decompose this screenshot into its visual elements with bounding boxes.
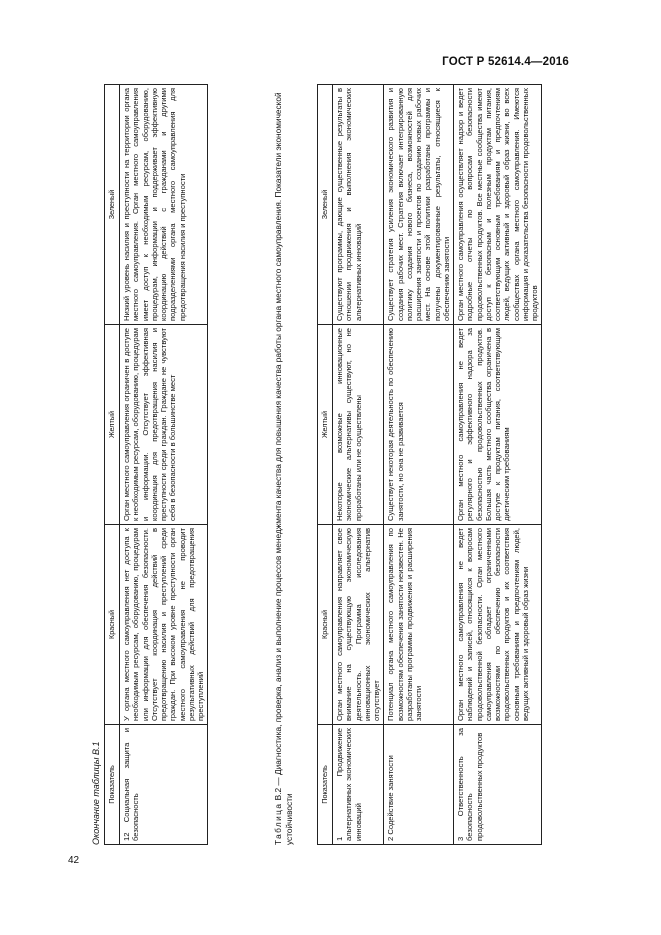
cell-yellow: Существует некоторая деятельность по обеспечению занятости, но она не развивается (384, 325, 454, 525)
header-red: Красный (318, 525, 333, 725)
cell-yellow: Некоторые возможные инновационные экономические альтернативы существуют, но не проработаны или не осуществлены (333, 325, 384, 525)
header-yellow: Желтый (318, 325, 333, 525)
cell-green: Орган местного самоуправления осуществляет надзор и ведет подробные отчеты по вопросам безопасности продовольственных продуктов. Все местные сообщества имеют доступ к безопасным и полезным продуктам питания, соответствующим основным требованиям и предпочтениям людей, ведущих активный и здоровый образ жизни, во всех сообществах органа местного самоуправления. Имеются информация и доказательства безопасности продовольственных продуктов (454, 85, 542, 325)
header-green: Зеленый (318, 85, 333, 325)
table-row (454, 85, 542, 845)
cell-indicator: 12 Социальная защита и безопасность (120, 725, 208, 845)
cell-indicator: 2 Содействие занятости (384, 725, 454, 845)
document-standard-header: ГОСТ Р 52614.4—2016 (442, 56, 569, 68)
cell-red: У органа местного самоуправления нет доступа к необходимым ресурсам, оборудованию, процедурам или информации для обеспечения безопасности. Отсутствует координация действий в предотвращению насилия и преступлений среди граждан. При высоком уровне преступности орган местного самоуправления не проводит результативных действий для предотвращения преступлений (120, 525, 208, 725)
table-continuation-caption: Окончание таблицы В.1 (91, 741, 101, 845)
table-header-row (318, 85, 333, 845)
table-b2-caption (273, 85, 295, 845)
cell-yellow: Орган местного самоуправления не ведет регулярного и эффективного надзора за безопасностью продовольственных продуктов. Большая часть местного сообщества ограничена в доступе к продуктам питания, соответствующим диетическим требованиям (454, 325, 542, 525)
table-row (120, 85, 208, 845)
header-red: Красный (105, 525, 120, 725)
table-b1 (104, 84, 208, 845)
table-row (384, 85, 454, 845)
cell-red: Орган местного самоуправления не ведет наблюдений и записей, относящихся к вопросам продовольственной безопасности. Орган местного самоуправления обладает ограниченными возможностями по обеспечению безопасности продовольственных продуктов и их соответствия основным требованиям и предпочтениям людей, ведущих активный и здоровый образ жизни (454, 525, 542, 725)
cell-red: Потенциал органа местного самоуправления по возможностям обеспечения занятости неизвестен. Не разработаны программы продвижения и расширения занятости (384, 525, 454, 725)
header-indicator: Показатель (318, 725, 333, 845)
header-yellow: Желтый (105, 325, 120, 525)
table-header-row (105, 85, 120, 845)
header-indicator: Показатель (105, 725, 120, 845)
cell-indicator: 3 Ответственность за безопасность продовольственных продуктов (454, 725, 542, 845)
cell-green: Низкий уровень насилия и преступности на территории органа местного самоуправления. Орган местного самоуправления имеет доступ к необходимым ресурсам, оборудованию, процедурам, информации и поддерживает эффективную координацию действий с гражданами и другими подразделениями органа местного самоуправления для предотвращения насилия и преступности (120, 85, 208, 325)
cell-green: Существует стратегия усиления экономического развития и создания рабочих мест. Стратегия включает интегрированную политику создания нового бизнеса, возможностей для расширения занятости и проектов по созданию новых рабочих мест. На основе этой политики разработаны программы и получены документированные результаты, относящиеся к обеспечению занятости (384, 85, 454, 325)
cell-indicator: 1 Продвижение альтернативных экономических инноваций (333, 725, 384, 845)
cell-green: Существуют программы, дающие существенные результаты в отношении продвижения и выполнения экономических альтернативных инноваций (333, 85, 384, 325)
table-b2 (317, 84, 542, 845)
page-number: 42 (68, 855, 80, 866)
table-label: Таблица (273, 802, 283, 845)
cell-yellow: Орган местного самоуправления ограничен в доступе к необходимым ресурсам, оборудованию, процедурам и информации. Отсутствует эффективная координация для предотвращения насилия и преступности среди граждан. Граждане не чувствуют себя в безопасности в большинстве мест (120, 325, 208, 525)
table-row (333, 85, 384, 845)
header-green: Зеленый (105, 85, 120, 325)
rotated-page-content (91, 85, 611, 845)
table-caption-text: В.2 — Диагностика, проверка, анализ и выполнение процессов менеджмента качества для повышения качества работы органа местного самоуправления. Показатели экономической устойчивости (273, 92, 294, 845)
cell-red: Орган местного самоуправления направляет свое внимание на существующую экономическую деятельность. Программа исследования инновационных экономических альтернатив отсутствует (333, 525, 384, 725)
